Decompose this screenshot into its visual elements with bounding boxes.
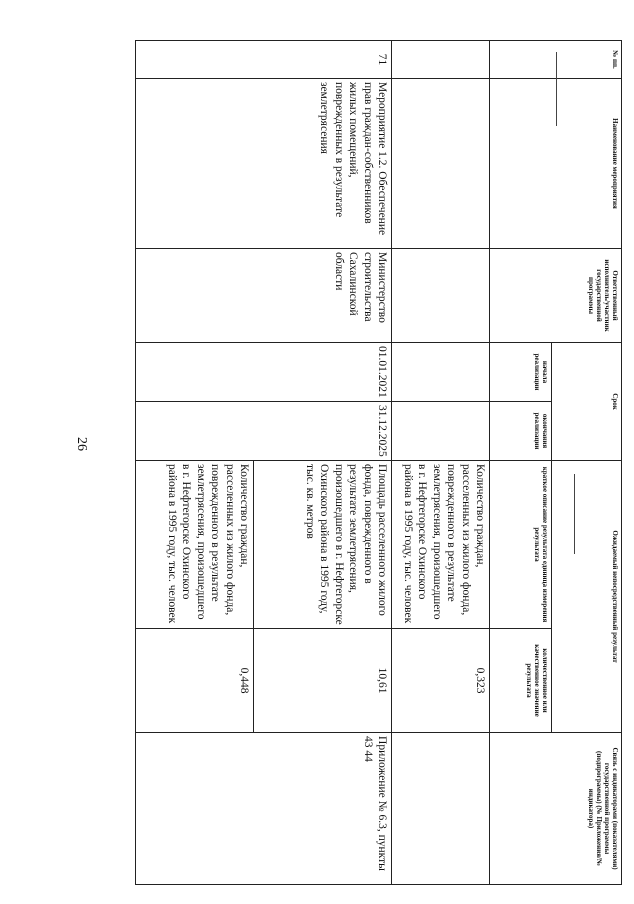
header-expected-result: Ожидаемый непосредственный результат bbox=[552, 461, 622, 733]
result-description: Площадь расселенного жилого фонда, поврежденного в результате землетрясения, произошедшего в г. Нефтегорске Охинского района в 1995 году, тыс. кв. метров bbox=[254, 461, 392, 629]
page-number: 26 bbox=[74, 437, 89, 451]
header-term-end: окончания реализации bbox=[490, 402, 552, 461]
result-description: Количество граждан, расселенных из жилого фонда, поврежденного в результате землетрясения, произошедшего в г. Нефтегорске Охинского района в 1995 году, тыс. человек bbox=[392, 461, 490, 629]
events-table bbox=[135, 40, 622, 885]
executor: Министерство строительства Сахалинской области bbox=[136, 249, 392, 343]
header-executor: Ответственный исполнитель/участник государственной программы bbox=[490, 249, 622, 343]
header-term: Срок bbox=[552, 343, 622, 461]
document-table-container bbox=[96, 40, 622, 884]
header-result-description: краткое описание результата единица измерения результата bbox=[490, 461, 552, 629]
result-value: 0,323 bbox=[392, 629, 490, 733]
header-term-start: начала реализации bbox=[490, 343, 552, 402]
header-event-name: Наименование мероприятия bbox=[490, 79, 622, 249]
result-description: Количество граждан, расселенных из жилого фонда, поврежденного в результате землетрясения, произошедшего в г. Нефтегорске Охинского района в 1995 году, тыс. человек bbox=[136, 461, 254, 629]
term-end: 31.12.2025 bbox=[136, 402, 392, 461]
result-value: 10,61 bbox=[254, 629, 392, 733]
term-start: 01.01.2021 bbox=[136, 343, 392, 402]
table-row bbox=[254, 41, 392, 885]
header-indicator-link: Связь с индикаторами (показателями) государственной программы (подпрограммы) (№ Приложения/№ индикатора) bbox=[490, 733, 622, 885]
event-name: Мероприятие 1.2. Обеспечение прав граждан-собственников жилых помещений, поврежденных в результате землетрясения bbox=[136, 79, 392, 249]
header-result-value: количественное или качественное значение результата bbox=[490, 629, 552, 733]
result-value: 0,448 bbox=[136, 629, 254, 733]
scan-artifact-line bbox=[574, 474, 575, 554]
row-number: 71 bbox=[136, 41, 392, 79]
indicator-link: Приложение № 6.3, пункты 43 44 bbox=[136, 733, 392, 885]
scan-artifact-line bbox=[556, 52, 557, 126]
header-no: № пп. bbox=[490, 41, 622, 79]
table-row bbox=[392, 41, 490, 885]
header-row-top bbox=[552, 41, 622, 885]
